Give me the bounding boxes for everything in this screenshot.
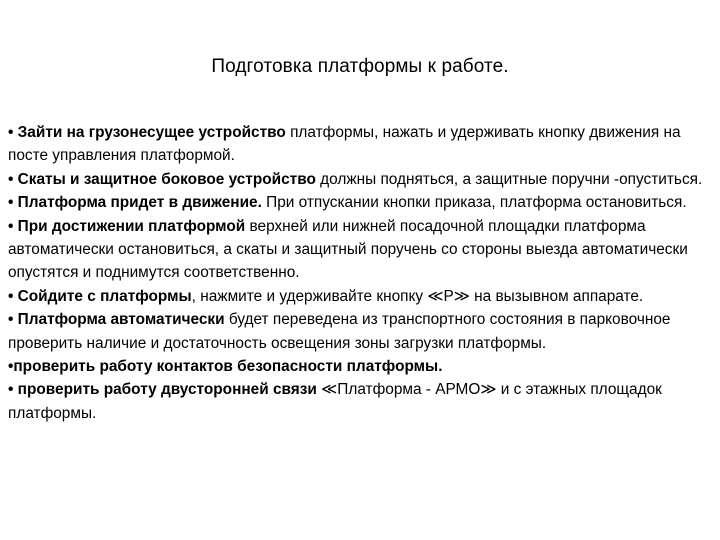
instruction-item bbox=[8, 121, 716, 168]
instruction-item bbox=[8, 308, 716, 355]
instruction-item-emphasis: • проверить работу двусторонней связи bbox=[8, 381, 317, 399]
instruction-item-text: верхней или нижней посадочной площадки платформа автоматически остановиться, а скаты и защитный поручень со стороны выезда автоматически опустятся и поднимутся соответственно. bbox=[8, 217, 688, 282]
instruction-item-emphasis: • Сойдите с платформы bbox=[8, 287, 192, 305]
instruction-item bbox=[8, 285, 716, 308]
instruction-item bbox=[8, 215, 716, 285]
instruction-item-text: , нажмите и удерживайте кнопку ≪Р≫ на вызывном аппарате. bbox=[191, 287, 644, 305]
instruction-item bbox=[8, 168, 716, 191]
instruction-item-emphasis: • Платформа автоматически bbox=[8, 311, 225, 329]
instruction-item-text: должны подняться, а защитные поручни -опуститься. bbox=[315, 170, 703, 188]
instruction-item bbox=[8, 355, 716, 378]
slide-title: Подготовка платформы к работе. bbox=[211, 56, 509, 77]
instruction-item-emphasis: • Платформа придет в движение. bbox=[8, 194, 262, 212]
instruction-item-text: При отпускании кнопки приказа, платформа остановиться. bbox=[261, 194, 687, 212]
instruction-item-emphasis: • При достижении платформой bbox=[8, 217, 246, 235]
instruction-item-text: будет переведена из транспортного состояния в парковочное проверить наличие и достаточность освещения зоны загрузки платформы. bbox=[8, 311, 671, 352]
instruction-item-text: ≪Платформа - АРМО≫ и с этажных площадок платформы. bbox=[8, 381, 662, 422]
instruction-item-emphasis: •проверить работу контактов безопасности платформы. bbox=[8, 358, 443, 376]
instruction-item bbox=[8, 191, 716, 214]
instruction-item-emphasis: • Скаты и защитное боковое устройство bbox=[8, 170, 316, 188]
instruction-item bbox=[8, 378, 716, 425]
instruction-list bbox=[8, 121, 716, 425]
instruction-item-text: платформы, нажать и удерживать кнопку движения на посте управления платформой. bbox=[8, 124, 681, 165]
instruction-item-emphasis: • Зайти на грузонесущее устройство bbox=[8, 124, 286, 141]
